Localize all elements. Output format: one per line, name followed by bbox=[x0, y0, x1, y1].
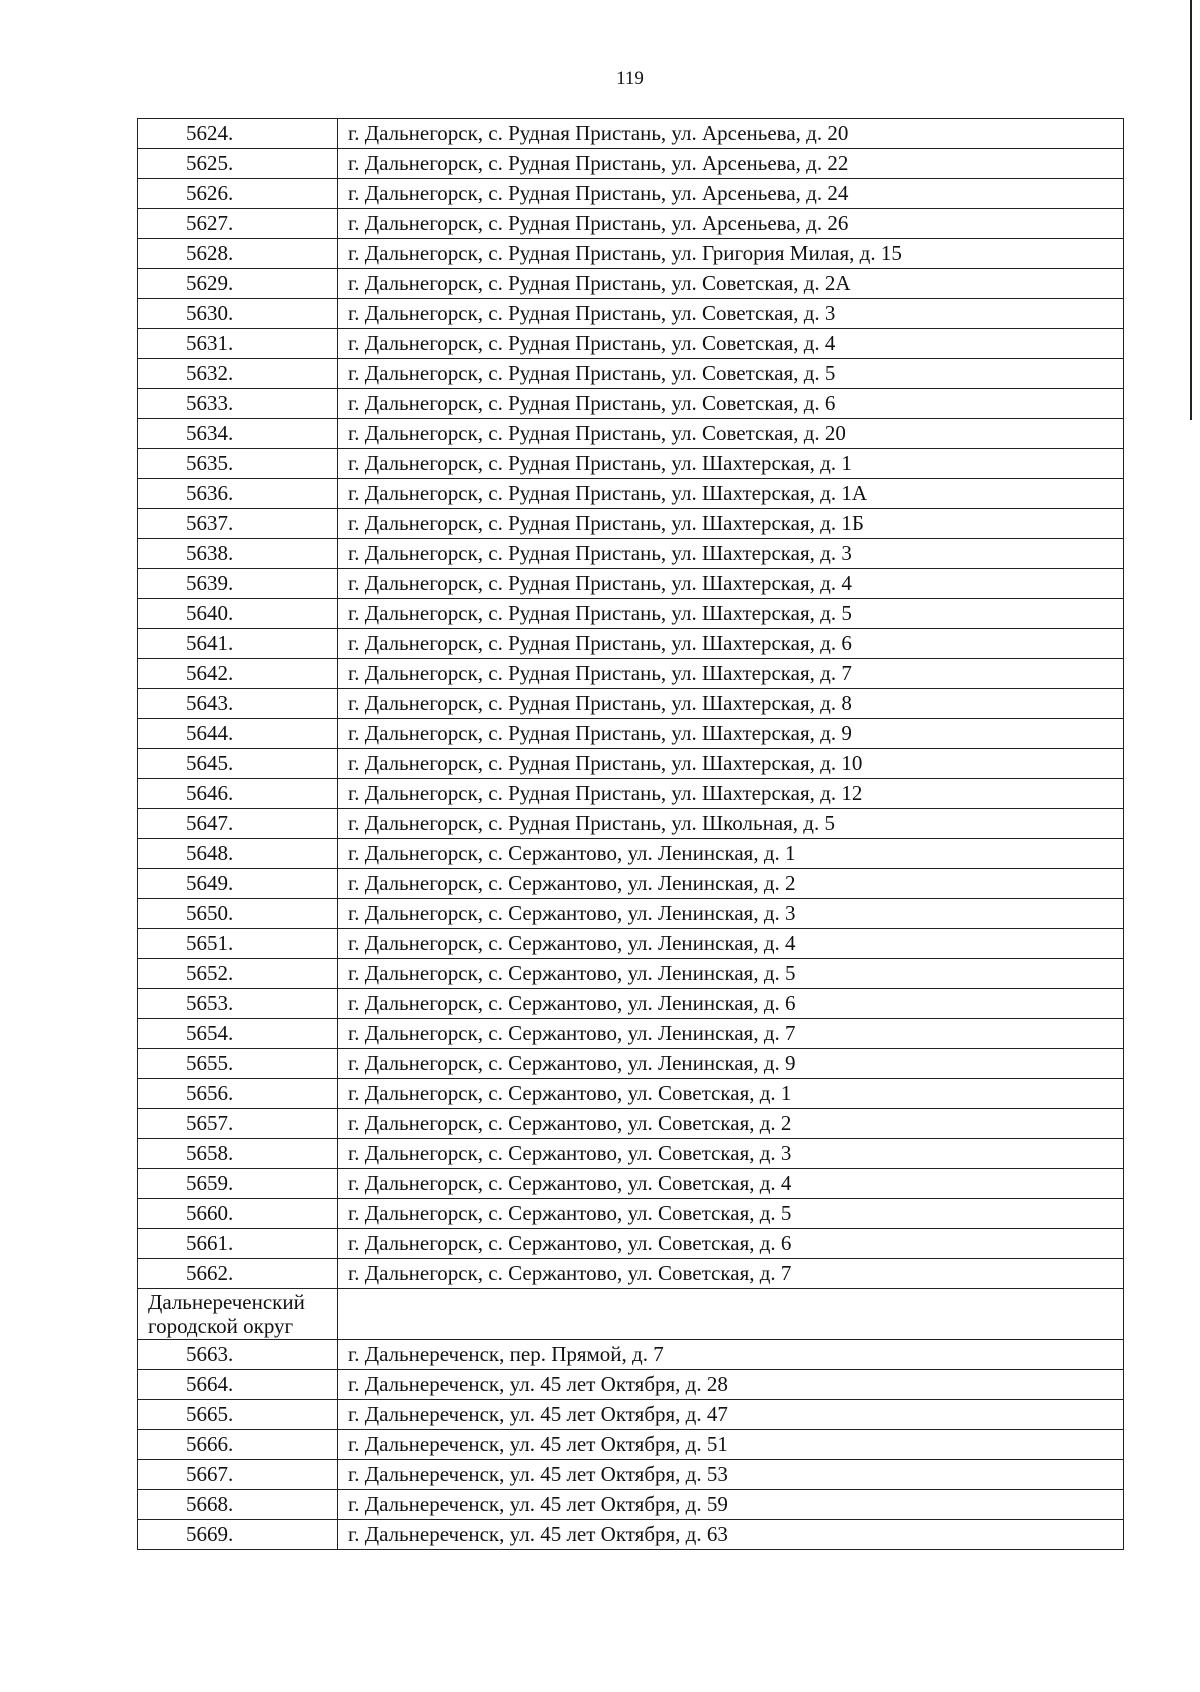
row-number: 5653. bbox=[138, 989, 338, 1019]
row-number: 5643. bbox=[138, 689, 338, 719]
row-number: 5629. bbox=[138, 269, 338, 299]
table-row bbox=[138, 1109, 1124, 1139]
row-address: г. Дальнегорск, с. Сержантово, ул. Советская, д. 6 bbox=[338, 1229, 1124, 1259]
group-empty-cell bbox=[338, 1289, 1124, 1340]
table-row bbox=[138, 149, 1124, 179]
row-address: г. Дальнегорск, с. Рудная Пристань, ул. Шахтерская, д. 1Б bbox=[338, 509, 1124, 539]
row-address: г. Дальнегорск, с. Рудная Пристань, ул. Арсеньева, д. 26 bbox=[338, 209, 1124, 239]
row-address: г. Дальнегорск, с. Рудная Пристань, ул. Советская, д. 2А bbox=[338, 269, 1124, 299]
table-row bbox=[138, 1460, 1124, 1490]
row-number: 5627. bbox=[138, 209, 338, 239]
page-number: 119 bbox=[616, 68, 644, 89]
row-address: г. Дальнереченск, ул. 45 лет Октября, д. 63 bbox=[338, 1520, 1124, 1550]
row-address: г. Дальнегорск, с. Сержантово, ул. Советская, д. 1 bbox=[338, 1079, 1124, 1109]
row-number: 5628. bbox=[138, 239, 338, 269]
table-row bbox=[138, 209, 1124, 239]
row-number: 5658. bbox=[138, 1139, 338, 1169]
row-number: 5654. bbox=[138, 1019, 338, 1049]
row-number: 5626. bbox=[138, 179, 338, 209]
row-number: 5640. bbox=[138, 599, 338, 629]
table-row bbox=[138, 839, 1124, 869]
row-number: 5660. bbox=[138, 1199, 338, 1229]
row-number: 5633. bbox=[138, 389, 338, 419]
row-number: 5659. bbox=[138, 1169, 338, 1199]
row-number: 5638. bbox=[138, 539, 338, 569]
row-number: 5645. bbox=[138, 749, 338, 779]
table-row bbox=[138, 1490, 1124, 1520]
table-row bbox=[138, 899, 1124, 929]
row-address: г. Дальнегорск, с. Рудная Пристань, ул. Шахтерская, д. 12 bbox=[338, 779, 1124, 809]
row-address: г. Дальнегорск, с. Рудная Пристань, ул. Советская, д. 5 bbox=[338, 359, 1124, 389]
row-number: 5639. bbox=[138, 569, 338, 599]
table-row bbox=[138, 779, 1124, 809]
table-row bbox=[138, 389, 1124, 419]
row-address: г. Дальнегорск, с. Рудная Пристань, ул. Советская, д. 3 bbox=[338, 299, 1124, 329]
row-number: 5665. bbox=[138, 1400, 338, 1430]
row-number: 5647. bbox=[138, 809, 338, 839]
row-address: г. Дальнегорск, с. Рудная Пристань, ул. Советская, д. 6 bbox=[338, 389, 1124, 419]
row-address: г. Дальнереченск, пер. Прямой, д. 7 bbox=[338, 1340, 1124, 1370]
row-number: 5649. bbox=[138, 869, 338, 899]
table-row bbox=[138, 539, 1124, 569]
table-row bbox=[138, 1049, 1124, 1079]
table-row bbox=[138, 1139, 1124, 1169]
row-address: г. Дальнегорск, с. Сержантово, ул. Ленинская, д. 2 bbox=[338, 869, 1124, 899]
table-row bbox=[138, 629, 1124, 659]
row-address: г. Дальнереченск, ул. 45 лет Октября, д. 47 bbox=[338, 1400, 1124, 1430]
row-number: 5663. bbox=[138, 1340, 338, 1370]
table-row bbox=[138, 689, 1124, 719]
table-row bbox=[138, 119, 1124, 149]
row-number: 5667. bbox=[138, 1460, 338, 1490]
row-number: 5644. bbox=[138, 719, 338, 749]
row-address: г. Дальнегорск, с. Сержантово, ул. Ленинская, д. 7 bbox=[338, 1019, 1124, 1049]
row-number: 5666. bbox=[138, 1430, 338, 1460]
row-number: 5641. bbox=[138, 629, 338, 659]
row-address: г. Дальнегорск, с. Рудная Пристань, ул. Шахтерская, д. 10 bbox=[338, 749, 1124, 779]
row-number: 5648. bbox=[138, 839, 338, 869]
table-row bbox=[138, 569, 1124, 599]
table-row bbox=[138, 329, 1124, 359]
row-number: 5635. bbox=[138, 449, 338, 479]
group-header-row bbox=[138, 1289, 1124, 1340]
row-address: г. Дальнегорск, с. Рудная Пристань, ул. Шахтерская, д. 8 bbox=[338, 689, 1124, 719]
table-row bbox=[138, 509, 1124, 539]
row-address: г. Дальнегорск, с. Сержантово, ул. Советская, д. 2 bbox=[338, 1109, 1124, 1139]
row-address: г. Дальнегорск, с. Рудная Пристань, ул. Шахтерская, д. 7 bbox=[338, 659, 1124, 689]
row-address: г. Дальнегорск, с. Рудная Пристань, ул. Шахтерская, д. 3 bbox=[338, 539, 1124, 569]
row-address: г. Дальнегорск, с. Сержантово, ул. Ленинская, д. 3 bbox=[338, 899, 1124, 929]
table-row bbox=[138, 749, 1124, 779]
table-row bbox=[138, 419, 1124, 449]
row-address: г. Дальнегорск, с. Рудная Пристань, ул. Григория Милая, д. 15 bbox=[338, 239, 1124, 269]
row-number: 5655. bbox=[138, 1049, 338, 1079]
row-address: г. Дальнегорск, с. Рудная Пристань, ул. Шахтерская, д. 1А bbox=[338, 479, 1124, 509]
row-address: г. Дальнегорск, с. Сержантово, ул. Ленинская, д. 9 bbox=[338, 1049, 1124, 1079]
table-row bbox=[138, 1400, 1124, 1430]
row-number: 5656. bbox=[138, 1079, 338, 1109]
table-row bbox=[138, 269, 1124, 299]
row-address: г. Дальнегорск, с. Рудная Пристань, ул. Арсеньева, д. 22 bbox=[338, 149, 1124, 179]
table-row bbox=[138, 1199, 1124, 1229]
row-address: г. Дальнегорск, с. Сержантово, ул. Советская, д. 5 bbox=[338, 1199, 1124, 1229]
row-address: г. Дальнегорск, с. Сержантово, ул. Советская, д. 4 bbox=[338, 1169, 1124, 1199]
row-address: г. Дальнереченск, ул. 45 лет Октября, д. 51 bbox=[338, 1430, 1124, 1460]
row-number: 5632. bbox=[138, 359, 338, 389]
table-row bbox=[138, 1370, 1124, 1400]
address-table bbox=[137, 118, 1124, 1550]
row-address: г. Дальнегорск, с. Рудная Пристань, ул. Шахтерская, д. 5 bbox=[338, 599, 1124, 629]
row-number: 5669. bbox=[138, 1520, 338, 1550]
table-row bbox=[138, 449, 1124, 479]
row-number: 5664. bbox=[138, 1370, 338, 1400]
table-row bbox=[138, 929, 1124, 959]
row-number: 5624. bbox=[138, 119, 338, 149]
table-row bbox=[138, 809, 1124, 839]
row-address: г. Дальнегорск, с. Рудная Пристань, ул. Шахтерская, д. 9 bbox=[338, 719, 1124, 749]
row-number: 5652. bbox=[138, 959, 338, 989]
table-row bbox=[138, 1430, 1124, 1460]
table-row bbox=[138, 1340, 1124, 1370]
row-address: г. Дальнегорск, с. Сержантово, ул. Ленинская, д. 6 bbox=[338, 989, 1124, 1019]
row-number: 5646. bbox=[138, 779, 338, 809]
row-number: 5637. bbox=[138, 509, 338, 539]
row-address: г. Дальнегорск, с. Рудная Пристань, ул. Шахтерская, д. 4 bbox=[338, 569, 1124, 599]
row-address: г. Дальнереченск, ул. 45 лет Октября, д. 53 bbox=[338, 1460, 1124, 1490]
table-row bbox=[138, 1259, 1124, 1289]
table-row bbox=[138, 959, 1124, 989]
row-number: 5662. bbox=[138, 1259, 338, 1289]
table-row bbox=[138, 599, 1124, 629]
table-row bbox=[138, 1520, 1124, 1550]
row-address: г. Дальнегорск, с. Рудная Пристань, ул. Школьная, д. 5 bbox=[338, 809, 1124, 839]
scan-edge-line bbox=[1190, 0, 1192, 420]
row-number: 5630. bbox=[138, 299, 338, 329]
row-number: 5657. bbox=[138, 1109, 338, 1139]
table-row bbox=[138, 179, 1124, 209]
table-row bbox=[138, 299, 1124, 329]
table-row bbox=[138, 1019, 1124, 1049]
row-number: 5636. bbox=[138, 479, 338, 509]
row-address: г. Дальнегорск, с. Рудная Пристань, ул. Шахтерская, д. 6 bbox=[338, 629, 1124, 659]
table-row bbox=[138, 659, 1124, 689]
row-number: 5668. bbox=[138, 1490, 338, 1520]
table-row bbox=[138, 479, 1124, 509]
table-row bbox=[138, 869, 1124, 899]
row-address: г. Дальнегорск, с. Сержантово, ул. Ленинская, д. 1 bbox=[338, 839, 1124, 869]
row-address: г. Дальнегорск, с. Рудная Пристань, ул. Советская, д. 4 bbox=[338, 329, 1124, 359]
row-address: г. Дальнегорск, с. Сержантово, ул. Ленинская, д. 4 bbox=[338, 929, 1124, 959]
table-row bbox=[138, 359, 1124, 389]
row-address: г. Дальнегорск, с. Сержантово, ул. Советская, д. 7 bbox=[338, 1259, 1124, 1289]
row-number: 5642. bbox=[138, 659, 338, 689]
row-address: г. Дальнегорск, с. Рудная Пристань, ул. Арсеньева, д. 20 bbox=[338, 119, 1124, 149]
table-row bbox=[138, 719, 1124, 749]
table-row bbox=[138, 239, 1124, 269]
row-number: 5634. bbox=[138, 419, 338, 449]
row-number: 5650. bbox=[138, 899, 338, 929]
row-address: г. Дальнегорск, с. Рудная Пристань, ул. Советская, д. 20 bbox=[338, 419, 1124, 449]
row-address: г. Дальнегорск, с. Сержантово, ул. Советская, д. 3 bbox=[338, 1139, 1124, 1169]
row-address: г. Дальнереченск, ул. 45 лет Октября, д. 28 bbox=[338, 1370, 1124, 1400]
table-row bbox=[138, 1079, 1124, 1109]
row-number: 5625. bbox=[138, 149, 338, 179]
row-number: 5661. bbox=[138, 1229, 338, 1259]
row-address: г. Дальнегорск, с. Рудная Пристань, ул. Шахтерская, д. 1 bbox=[338, 449, 1124, 479]
row-address: г. Дальнегорск, с. Сержантово, ул. Ленинская, д. 5 bbox=[338, 959, 1124, 989]
row-number: 5651. bbox=[138, 929, 338, 959]
group-name: Дальнереченский городской округ bbox=[138, 1289, 338, 1340]
row-address: г. Дальнегорск, с. Рудная Пристань, ул. Арсеньева, д. 24 bbox=[338, 179, 1124, 209]
row-address: г. Дальнереченск, ул. 45 лет Октября, д. 59 bbox=[338, 1490, 1124, 1520]
table-row bbox=[138, 989, 1124, 1019]
table-row bbox=[138, 1169, 1124, 1199]
address-table-body bbox=[138, 119, 1124, 1550]
row-number: 5631. bbox=[138, 329, 338, 359]
table-row bbox=[138, 1229, 1124, 1259]
